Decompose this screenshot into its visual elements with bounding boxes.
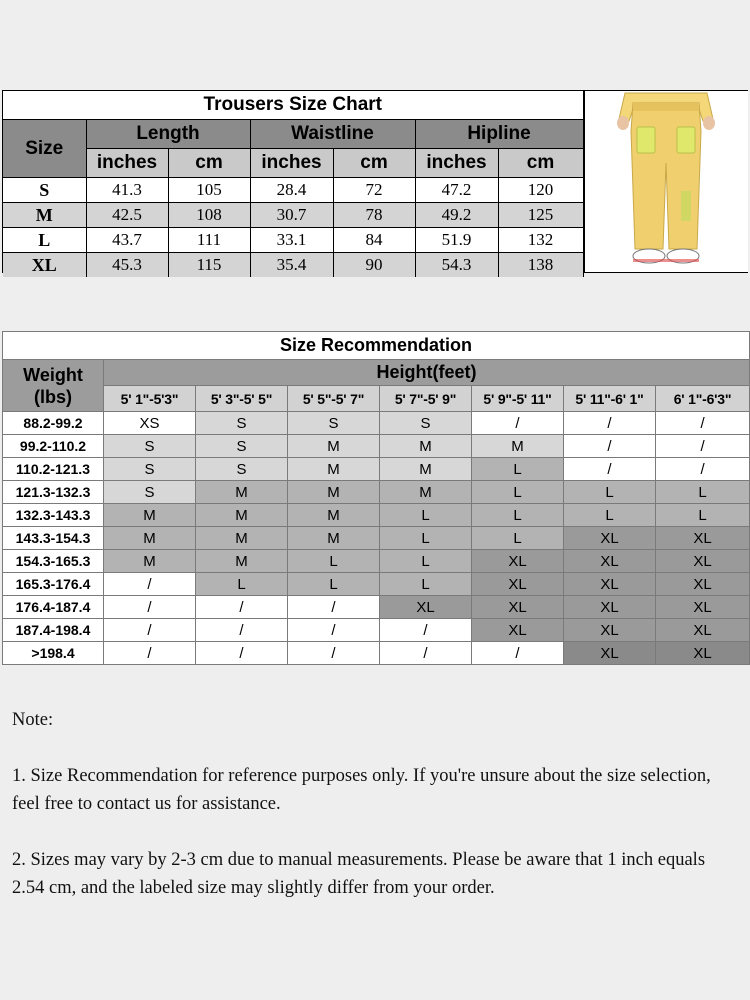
table-cell: 115 xyxy=(168,253,250,278)
size-cell: S xyxy=(104,481,196,504)
size-cell: / xyxy=(288,596,380,619)
weight-label: >198.4 xyxy=(3,642,104,665)
size-cell: XL xyxy=(656,573,750,596)
table-row xyxy=(3,435,750,458)
size-cell: M xyxy=(196,527,288,550)
size-cell: XL xyxy=(564,527,656,550)
size-column-header: Size xyxy=(3,120,86,178)
size-cell: S xyxy=(380,412,472,435)
size-cell: M xyxy=(288,458,380,481)
size-cell: L xyxy=(472,458,564,481)
right-pocket-shape xyxy=(677,127,695,153)
height-range-row xyxy=(3,386,750,412)
table-cell: 105 xyxy=(168,178,250,203)
size-recommendation-table xyxy=(2,331,750,665)
unit-header: inches xyxy=(415,149,498,178)
table-cell: 132 xyxy=(498,228,583,253)
table-row xyxy=(3,550,750,573)
table-cell: 78 xyxy=(333,203,415,228)
size-cell: / xyxy=(380,619,472,642)
recommendation-body xyxy=(3,412,750,665)
table-row xyxy=(3,203,583,228)
product-photo xyxy=(584,91,748,272)
size-cell: XL xyxy=(564,642,656,665)
unit-header: cm xyxy=(498,149,583,178)
table-row xyxy=(3,619,750,642)
size-cell: L xyxy=(564,504,656,527)
size-cell: / xyxy=(104,573,196,596)
unit-header: inches xyxy=(86,149,168,178)
notes-section xyxy=(12,706,740,902)
table-row xyxy=(3,412,750,435)
size-cell: / xyxy=(196,619,288,642)
weight-header xyxy=(3,360,104,412)
size-cell: / xyxy=(564,435,656,458)
size-cell: S xyxy=(196,435,288,458)
size-cell: / xyxy=(472,412,564,435)
size-cell: S xyxy=(288,412,380,435)
size-label: L xyxy=(3,228,86,253)
size-cell: S xyxy=(196,412,288,435)
weight-label: 121.3-132.3 xyxy=(3,481,104,504)
size-cell: M xyxy=(288,527,380,550)
table-cell: 51.9 xyxy=(415,228,498,253)
trousers-illustration xyxy=(585,91,748,272)
size-cell: M xyxy=(104,550,196,573)
size-cell: XL xyxy=(472,619,564,642)
table-cell: 120 xyxy=(498,178,583,203)
unit-header: cm xyxy=(168,149,250,178)
table-row xyxy=(3,253,583,278)
size-cell: M xyxy=(288,481,380,504)
size-cell: XL xyxy=(380,596,472,619)
table-cell: 72 xyxy=(333,178,415,203)
length-group-header: Length xyxy=(86,120,250,149)
unit-header: cm xyxy=(333,149,415,178)
size-cell: L xyxy=(380,527,472,550)
table-cell: 35.4 xyxy=(250,253,333,278)
size-cell: L xyxy=(288,573,380,596)
size-cell: M xyxy=(104,527,196,550)
recommendation-title: Size Recommendation xyxy=(3,332,750,360)
size-cell: / xyxy=(656,435,750,458)
size-cell: XL xyxy=(656,596,750,619)
weight-label: 176.4-187.4 xyxy=(3,596,104,619)
size-cell: / xyxy=(288,642,380,665)
size-cell: L xyxy=(288,550,380,573)
size-cell: XL xyxy=(472,550,564,573)
table-cell: 84 xyxy=(333,228,415,253)
waistline-group-header: Waistline xyxy=(250,120,415,149)
note-item: 2. Sizes may vary by 2-3 cm due to manual measurements. Please be aware that 1 inch equals 2.54 cm, and the labeled size may slightly differ from your order. xyxy=(12,850,706,898)
size-cell: / xyxy=(656,458,750,481)
size-cell: L xyxy=(472,481,564,504)
knee-patch-shape xyxy=(681,191,691,221)
weight-label: 110.2-121.3 xyxy=(3,458,104,481)
table-cell: 43.7 xyxy=(86,228,168,253)
size-label: M xyxy=(3,203,86,228)
table-cell: 47.2 xyxy=(415,178,498,203)
height-range-header: 5' 1"-5'3" xyxy=(104,386,196,412)
waistband-shape xyxy=(633,103,699,111)
height-range-header: 5' 9"-5' 11" xyxy=(472,386,564,412)
size-cell: M xyxy=(196,481,288,504)
size-cell: M xyxy=(380,458,472,481)
height-range-header: 5' 11"-6' 1" xyxy=(564,386,656,412)
trousers-size-chart xyxy=(2,90,748,273)
trousers-size-table xyxy=(3,91,584,277)
height-range-header: 6' 1"-6'3" xyxy=(656,386,750,412)
size-cell: M xyxy=(288,435,380,458)
table-cell: 54.3 xyxy=(415,253,498,278)
size-cell: XL xyxy=(564,573,656,596)
weight-label: 99.2-110.2 xyxy=(3,435,104,458)
table-cell: 90 xyxy=(333,253,415,278)
size-cell: / xyxy=(104,619,196,642)
size-cell: XL xyxy=(656,619,750,642)
unit-header: inches xyxy=(250,149,333,178)
table-cell: 111 xyxy=(168,228,250,253)
table-row xyxy=(3,228,583,253)
trousers-chart-title: Trousers Size Chart xyxy=(3,91,583,120)
weight-label: 187.4-198.4 xyxy=(3,619,104,642)
size-cell: XL xyxy=(472,596,564,619)
pants-shape xyxy=(631,103,701,249)
size-label: S xyxy=(3,178,86,203)
table-cell: 125 xyxy=(498,203,583,228)
size-cell: L xyxy=(656,504,750,527)
table-row xyxy=(3,527,750,550)
size-cell: XL xyxy=(564,619,656,642)
size-cell: XS xyxy=(104,412,196,435)
size-cell: XL xyxy=(564,596,656,619)
weight-label: 132.3-143.3 xyxy=(3,504,104,527)
size-label: XL xyxy=(3,253,86,278)
table-row xyxy=(3,504,750,527)
size-cell: S xyxy=(104,435,196,458)
notes-title: Note: xyxy=(12,710,54,730)
size-cell: XL xyxy=(656,527,750,550)
note-item: 1. Size Recommendation for reference purposes only. If you're unsure about the size selection, feel free to contact us for assistance. xyxy=(12,766,711,814)
weight-label: 154.3-165.3 xyxy=(3,550,104,573)
table-cell: 28.4 xyxy=(250,178,333,203)
size-cell: M xyxy=(380,435,472,458)
table-cell: 42.5 xyxy=(86,203,168,228)
size-cell: / xyxy=(656,412,750,435)
table-cell: 108 xyxy=(168,203,250,228)
size-cell: / xyxy=(104,596,196,619)
size-cell: / xyxy=(104,642,196,665)
table-row xyxy=(3,596,750,619)
size-cell: XL xyxy=(656,642,750,665)
weight-header-line1: Weight xyxy=(23,364,83,385)
weight-label: 88.2-99.2 xyxy=(3,412,104,435)
size-cell: XL xyxy=(656,550,750,573)
size-cell: L xyxy=(380,504,472,527)
right-hand-shape xyxy=(703,116,715,130)
size-cell: / xyxy=(380,642,472,665)
size-cell: / xyxy=(564,458,656,481)
size-cell: M xyxy=(196,504,288,527)
size-cell: / xyxy=(196,642,288,665)
table-row xyxy=(3,178,583,203)
table-cell: 138 xyxy=(498,253,583,278)
size-cell: L xyxy=(564,481,656,504)
weight-header-line2: (lbs) xyxy=(34,386,72,407)
size-cell: L xyxy=(472,527,564,550)
hipline-group-header: Hipline xyxy=(415,120,583,149)
size-cell: / xyxy=(288,619,380,642)
table-cell: 33.1 xyxy=(250,228,333,253)
table-cell: 45.3 xyxy=(86,253,168,278)
height-header: Height(feet) xyxy=(104,360,750,386)
size-cell: / xyxy=(196,596,288,619)
size-cell: L xyxy=(196,573,288,596)
size-cell: S xyxy=(196,458,288,481)
size-cell: / xyxy=(564,412,656,435)
table-cell: 49.2 xyxy=(415,203,498,228)
table-row xyxy=(3,481,750,504)
table-cell: 41.3 xyxy=(86,178,168,203)
shoe-sole-shape xyxy=(633,259,699,262)
table-row xyxy=(3,573,750,596)
size-cell: S xyxy=(104,458,196,481)
height-range-header: 5' 5"-5' 7" xyxy=(288,386,380,412)
left-pocket-shape xyxy=(637,127,655,153)
size-cell: L xyxy=(656,481,750,504)
size-cell: / xyxy=(472,642,564,665)
size-cell: M xyxy=(288,504,380,527)
size-cell: XL xyxy=(564,550,656,573)
size-cell: M xyxy=(196,550,288,573)
table-cell: 30.7 xyxy=(250,203,333,228)
size-cell: L xyxy=(380,573,472,596)
size-cell: L xyxy=(380,550,472,573)
height-range-header: 5' 3"-5' 5" xyxy=(196,386,288,412)
left-hand-shape xyxy=(617,116,629,130)
size-cell: M xyxy=(104,504,196,527)
weight-label: 165.3-176.4 xyxy=(3,573,104,596)
size-recommendation-chart xyxy=(2,331,749,662)
size-cell: L xyxy=(472,504,564,527)
table-row xyxy=(3,458,750,481)
size-cell: XL xyxy=(472,573,564,596)
table-row xyxy=(3,642,750,665)
size-cell: M xyxy=(472,435,564,458)
size-cell: M xyxy=(380,481,472,504)
weight-label: 143.3-154.3 xyxy=(3,527,104,550)
height-range-header: 5' 7"-5' 9" xyxy=(380,386,472,412)
